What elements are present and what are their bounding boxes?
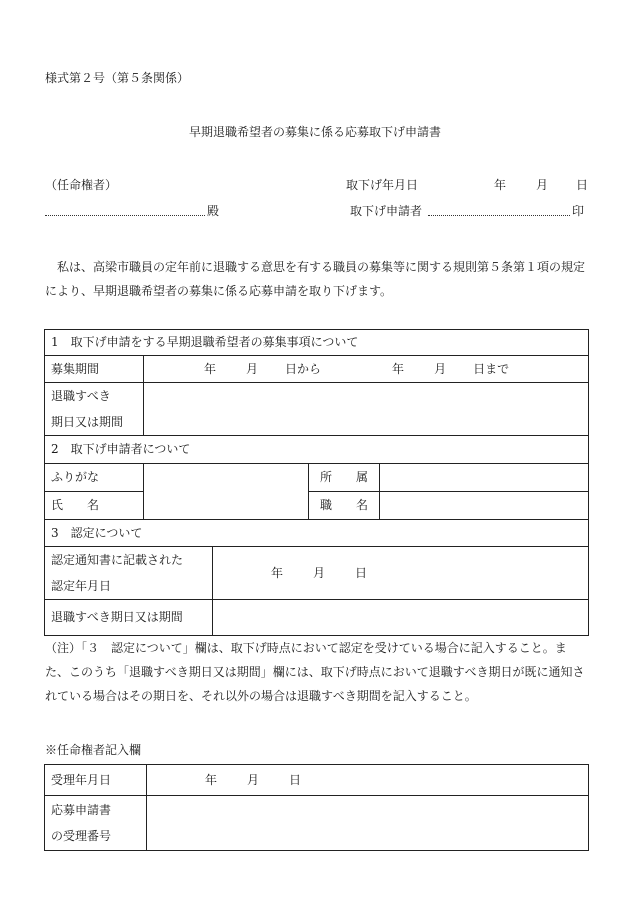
cert-retire-value[interactable] bbox=[213, 600, 589, 636]
receipt-number-label: 応募申請書 の受理番号 bbox=[45, 796, 147, 851]
cert-day-unit: 日 bbox=[355, 565, 368, 580]
cert-year-unit: 年 bbox=[271, 565, 284, 580]
section1-heading: 1 取下げ申請をする早期退職希望者の募集事項について bbox=[45, 330, 589, 356]
honorific: 殿 bbox=[207, 204, 220, 218]
form-number: 様式第２号（第５条関係） bbox=[45, 71, 190, 85]
applicant-name-line[interactable] bbox=[428, 215, 570, 216]
affiliation-label: 所 属 bbox=[309, 464, 380, 492]
cert-retire-label: 退職すべき期日又は期間 bbox=[45, 600, 213, 636]
position-value[interactable] bbox=[380, 492, 589, 520]
appointer-section-heading: ※任命権者記入欄 bbox=[45, 743, 142, 757]
document-title: 早期退職希望者の募集に係る応募取下げ申請書 bbox=[188, 125, 441, 139]
cert-date-value[interactable] bbox=[213, 547, 589, 600]
name-label: 氏 名 bbox=[45, 492, 144, 520]
receipt-year-unit: 年 bbox=[205, 772, 218, 787]
period-to-month: 月 bbox=[434, 361, 447, 376]
receipt-date-value[interactable] bbox=[147, 765, 589, 796]
period-to-year: 年 bbox=[392, 361, 405, 376]
applicant-label: 取下げ申請者 bbox=[350, 204, 423, 218]
retire-date-value[interactable] bbox=[144, 383, 589, 436]
withdraw-day-unit: 日 bbox=[576, 178, 589, 192]
withdraw-date-label: 取下げ年月日 bbox=[346, 178, 419, 192]
receipt-number-value[interactable] bbox=[147, 796, 589, 851]
cert-month-unit: 月 bbox=[313, 565, 326, 580]
period-from-suffix: 日から bbox=[285, 361, 322, 376]
period-label: 募集期間 bbox=[45, 356, 144, 383]
note-text: （注）「３ 認定について」欄は、取下げ時点において認定を受けている場合に記入すること。また、このうち「退職すべき期日又は期間」欄には、取下げ時点において退職すべき期日が既に通知されている場合はその期日を、それ以外の場合は退職すべき期間を記入すること。 bbox=[45, 641, 585, 703]
receipt-date-label: 受理年月日 bbox=[45, 765, 147, 796]
appointer-label: （任命権者） bbox=[45, 178, 118, 192]
withdraw-month-unit: 月 bbox=[536, 178, 549, 192]
period-from-month: 月 bbox=[246, 361, 259, 376]
seal-mark: 印 bbox=[572, 204, 585, 218]
period-value[interactable] bbox=[144, 356, 589, 383]
application-table bbox=[44, 329, 589, 636]
receipt-month-unit: 月 bbox=[247, 772, 260, 787]
position-label: 職 名 bbox=[309, 492, 380, 520]
period-from-year: 年 bbox=[204, 361, 217, 376]
affiliation-value[interactable] bbox=[380, 464, 589, 492]
appointer-name-line[interactable] bbox=[45, 215, 205, 216]
retire-date-label: 退職すべき 期日又は期間 bbox=[45, 383, 144, 436]
withdraw-year-unit: 年 bbox=[494, 178, 507, 192]
statement-text: 私は、高梁市職員の定年前に退職する意思を有する職員の募集等に関する規則第５条第１項の規定により、早期退職希望者の募集に係る応募申請を取り下げます。 bbox=[45, 260, 586, 298]
section2-heading: 2 取下げ申請者について bbox=[45, 436, 589, 464]
receipt-day-unit: 日 bbox=[289, 772, 302, 787]
furigana-label: ふりがな bbox=[45, 464, 144, 492]
cert-date-label: 認定通知書に記載された 認定年月日 bbox=[45, 547, 213, 600]
section3-heading: 3 認定について bbox=[45, 520, 589, 547]
appointer-table bbox=[44, 764, 589, 851]
period-to-suffix: 日まで bbox=[473, 361, 510, 376]
name-value[interactable] bbox=[144, 464, 309, 520]
